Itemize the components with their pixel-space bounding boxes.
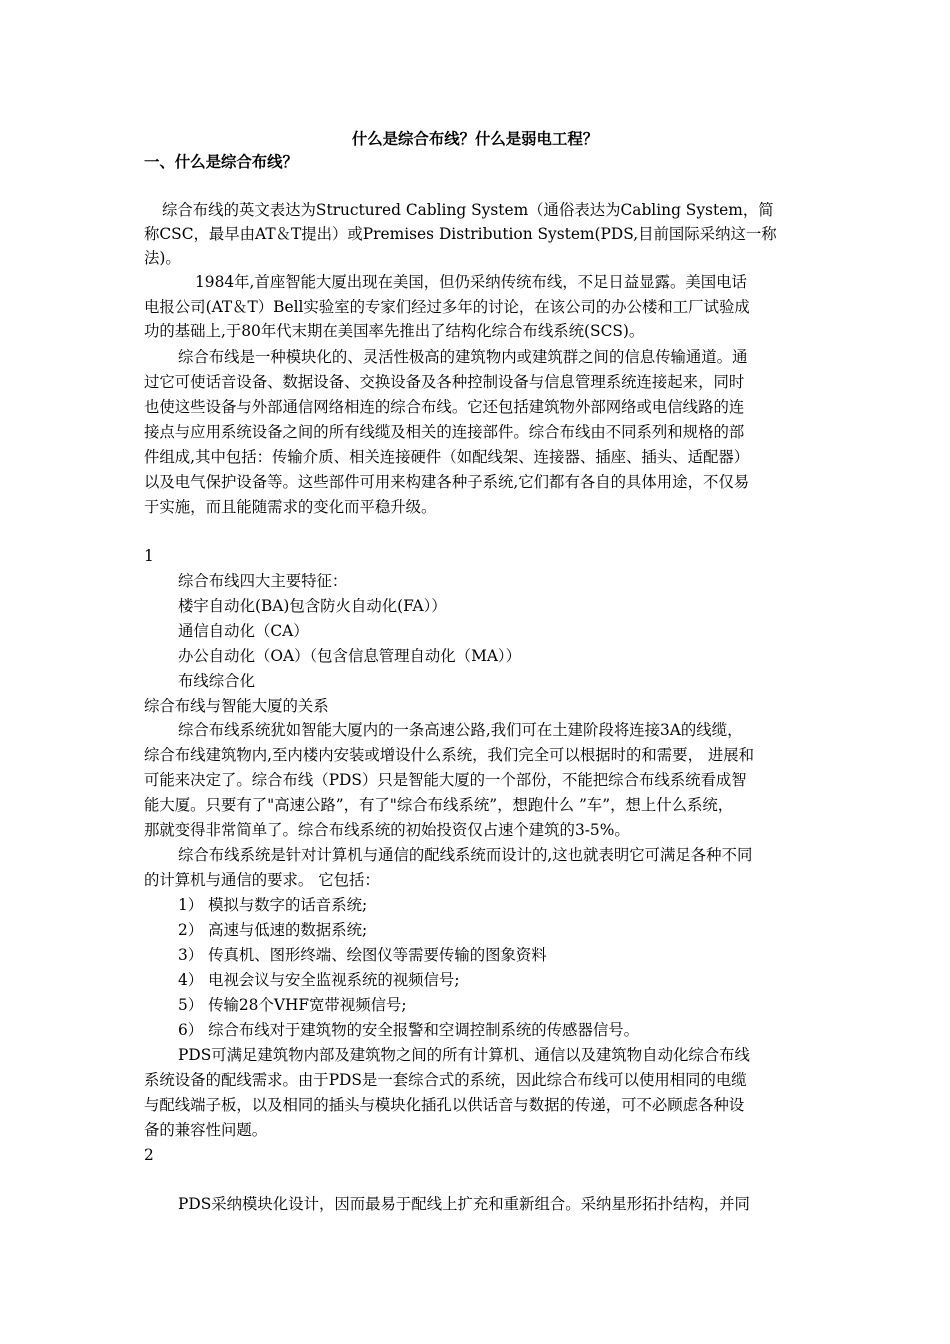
paragraph-line: 能大厦。只要有了"高速公路”，有了"综合布线系统”，想跑什么 ”车”，想上什么系统， bbox=[144, 796, 734, 814]
feature-item: 办公自动化（OA）（包含信息管理自动化（MA）） bbox=[178, 647, 522, 665]
paragraph-line: 综合布线建筑物内,至内楼内安装或增设什么系统，我们完全可以根据时的和需要， 进展和 bbox=[144, 746, 755, 764]
paragraph-line: 综合布线的英文表达为Structured Cabling System（通俗表达为Cabling System，简 bbox=[162, 201, 774, 219]
paragraph-line: 系统设备的配线需求。由于PDS是一套综合式的系统，因此综合布线可以使用相同的电缆 bbox=[144, 1071, 747, 1089]
paragraph-line: 综合布线系统是针对计算机与通信的配线系统而设计的,这也就表明它可满足各种不同 bbox=[178, 846, 753, 864]
paragraph-line: 那就变得非常简单了。综合布线系统的初始投资仅占速个建筑的3-5%。 bbox=[144, 821, 630, 839]
paragraph-line: 1984年,首座智能大厦出现在美国，但仍采纳传统布线，不足日益显露。美国电话 bbox=[195, 273, 747, 291]
paragraph-line: 备的兼容性问题。 bbox=[144, 1121, 268, 1139]
features-title: 综合布线四大主要特征： bbox=[178, 572, 348, 590]
paragraph-line: 接点与应用系统设备之间的所有线缆及相关的连接部件。综合布线由不同系列和规格的部 bbox=[144, 423, 745, 441]
paragraph-line: PDS采纳模块化设计，因而最易于配线上扩充和重新组合。采纳星形拓扑结构，并同 bbox=[178, 1195, 750, 1213]
paragraph-line: 的计算机与通信的要求。 它包括： bbox=[144, 871, 380, 889]
relation-heading: 综合布线与智能大厦的关系 bbox=[144, 697, 329, 715]
paragraph-line: 综合布线系统犹如智能大厦内的一条高速公路,我们可在土建阶段将连接3A的线缆， bbox=[178, 721, 743, 739]
paragraph-line: 电报公司(AT＆T）Bell实验室的专家们经过多年的讨论，在该公司的办公楼和工厂试验成 bbox=[144, 298, 750, 316]
paragraph-line: 件组成,其中包括：传输介质、相关连接硬件（如配线架、连接器、插座、插头、适配器） bbox=[144, 448, 750, 466]
list-item: 5） 传输28个VHF宽带视频信号; bbox=[178, 996, 407, 1014]
page-number: 1 bbox=[144, 547, 154, 565]
list-item: 3） 传真机、图形终端、绘图仪等需要传输的图象资料 bbox=[178, 946, 547, 964]
paragraph-line: 过它可使话音设备、数据设备、交换设备及各种控制设备与信息管理系统连接起来，同时 bbox=[144, 373, 745, 391]
paragraph-line: PDS可满足建筑物内部及建筑物之间的所有计算机、通信以及建筑物自动化综合布线 bbox=[178, 1046, 750, 1064]
list-item: 2） 高速与低速的数据系统; bbox=[178, 921, 368, 939]
list-item: 1） 模拟与数字的话音系统; bbox=[178, 896, 368, 914]
list-item: 4） 电视会议与安全监视系统的视频信号; bbox=[178, 971, 460, 989]
paragraph-line: 可能来决定了。综合布线（PDS）只是智能大厦的一个部份，不能把综合布线系统看成智 bbox=[144, 771, 747, 789]
section-heading: 一、什么是综合布线？ bbox=[144, 153, 298, 171]
page-number: 2 bbox=[144, 1146, 154, 1164]
feature-item: 通信自动化（CA） bbox=[178, 622, 309, 640]
paragraph-line: 于实施，而且能随需求的变化而平稳升级。 bbox=[144, 498, 437, 516]
paragraph-line: 也使这些设备与外部通信网络相连的综合布线。它还包括建筑物外部网络或电信线路的连 bbox=[144, 398, 745, 416]
paragraph-line: 与配线端子板，以及相同的插头与模块化插孔以供话音与数据的传递，可不必顾虑各种设 bbox=[144, 1096, 745, 1114]
paragraph-line: 称CSC，最早由AT＆T提出）或Premises Distribution System(PDS,目前国际采纳这一称 bbox=[144, 225, 777, 243]
paragraph-line: 以及电气保护设备等。这些部件可用来构建各种子系统,它们都有各自的具体用途，不仅易 bbox=[144, 473, 750, 491]
paragraph-line: 功的基础上,于80年代末期在美国率先推出了结构化综合布线系统(SCS)。 bbox=[144, 322, 645, 340]
feature-item: 楼宇自动化(BA)包含防火自动化(FA）） bbox=[178, 597, 447, 615]
list-item: 6） 综合布线对于建筑物的安全报警和空调控制系统的传感器信号。 bbox=[178, 1021, 640, 1039]
paragraph-line: 法)。 bbox=[144, 249, 181, 267]
feature-item: 布线综合化 bbox=[178, 672, 255, 690]
document-title: 什么是综合布线？什么是弱电工程？ bbox=[351, 130, 599, 148]
paragraph-line: 综合布线是一种模块化的、灵活性极高的建筑物内或建筑群之间的信息传输通道。通 bbox=[178, 348, 748, 366]
